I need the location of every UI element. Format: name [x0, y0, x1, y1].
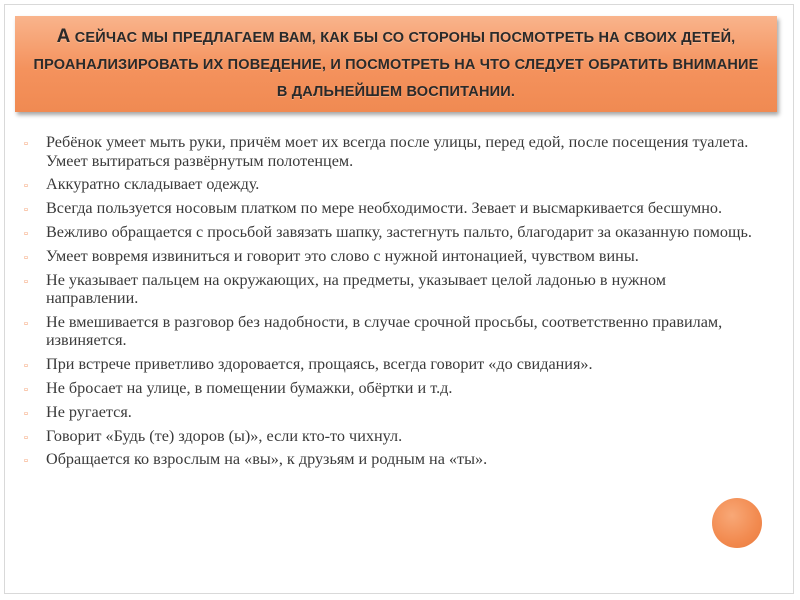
list-item	[22, 175, 762, 194]
list-item	[22, 403, 762, 422]
square-bullet-icon: ▫	[24, 455, 28, 468]
list-item-text: Ребёнок умеет мыть руки, причём моет их всегда после улицы, перед едой, после посещения туалета. Умеет вытираться развёрнутым полотенцем.	[46, 133, 749, 170]
list-item	[22, 355, 762, 374]
list-item	[22, 199, 762, 218]
square-bullet-icon: ▫	[24, 431, 28, 444]
square-bullet-icon: ▫	[24, 204, 28, 217]
list-item	[22, 427, 762, 446]
list-item-text: Всегда пользуется носовым платком по мере необходимости. Зевает и высмаркивается бесшумно.	[46, 199, 723, 218]
list-item-text: При встрече приветливо здоровается, прощаясь, всегда говорит «до свидания».	[46, 355, 593, 374]
list-item-text: Не указывает пальцем на окружающих, на предметы, указывает целой ладонью в нужном направлении.	[46, 270, 667, 308]
slide-title	[29, 23, 763, 106]
list-item-text: Говорит «Будь (те) здоров (ы)», если кто-то чихнул.	[46, 426, 403, 445]
square-bullet-icon: ▫	[24, 317, 28, 330]
title-banner	[15, 16, 777, 112]
list-item	[22, 379, 762, 398]
list-item-text: Обращается ко взрослым на «вы», к друзьям и родным на «ты».	[46, 450, 488, 469]
bullet-list	[22, 133, 762, 474]
list-item-text: Не вмешивается в разговор без надобности, в случае срочной просьбы, соответственно правилам, извиняется.	[46, 312, 723, 350]
decorative-orange-circle	[712, 498, 762, 548]
square-bullet-icon: ▫	[24, 384, 28, 397]
list-item-text: Не ругается.	[46, 402, 132, 421]
list-item	[22, 313, 762, 350]
title-first-letter: А	[56, 25, 71, 47]
square-bullet-icon: ▫	[24, 275, 28, 288]
square-bullet-icon: ▫	[24, 227, 28, 240]
list-item-text: Не бросает на улице, в помещении бумажки, обёртки и т.д.	[46, 379, 453, 398]
list-item-text: Аккуратно складывает одежду.	[46, 175, 260, 194]
list-item	[22, 133, 762, 170]
square-bullet-icon: ▫	[24, 138, 28, 150]
list-item	[22, 271, 762, 308]
square-bullet-icon: ▫	[24, 360, 28, 373]
list-item	[22, 247, 762, 266]
square-bullet-icon: ▫	[24, 180, 28, 193]
square-bullet-icon: ▫	[24, 407, 28, 420]
square-bullet-icon: ▫	[24, 251, 28, 264]
list-item-text: Умеет вовремя извиниться и говорит это слово с нужной интонацией, чувством вины.	[46, 246, 639, 265]
list-item	[22, 450, 762, 469]
list-item	[22, 223, 762, 242]
title-rest: СЕЙЧАС МЫ ПРЕДЛАГАЕМ ВАМ, КАК БЫ СО СТОРОНЫ ПОСМОТРЕТЬ НА СВОИХ ДЕТЕЙ, ПРОАНАЛИЗИРОВАТЬ ИХ ПОВЕДЕНИЕ, И ПОСМОТРЕТЬ НА ЧТО СЛЕДУЕТ ОБРАТИТЬ ВНИМАНИЕ В ДАЛЬНЕЙШЕМ ВОСПИТАНИИ.	[33, 29, 759, 100]
list-item-text: Вежливо обращается с просьбой завязать шапку, застегнуть пальто, благодарит за оказанную помощь.	[46, 222, 752, 241]
